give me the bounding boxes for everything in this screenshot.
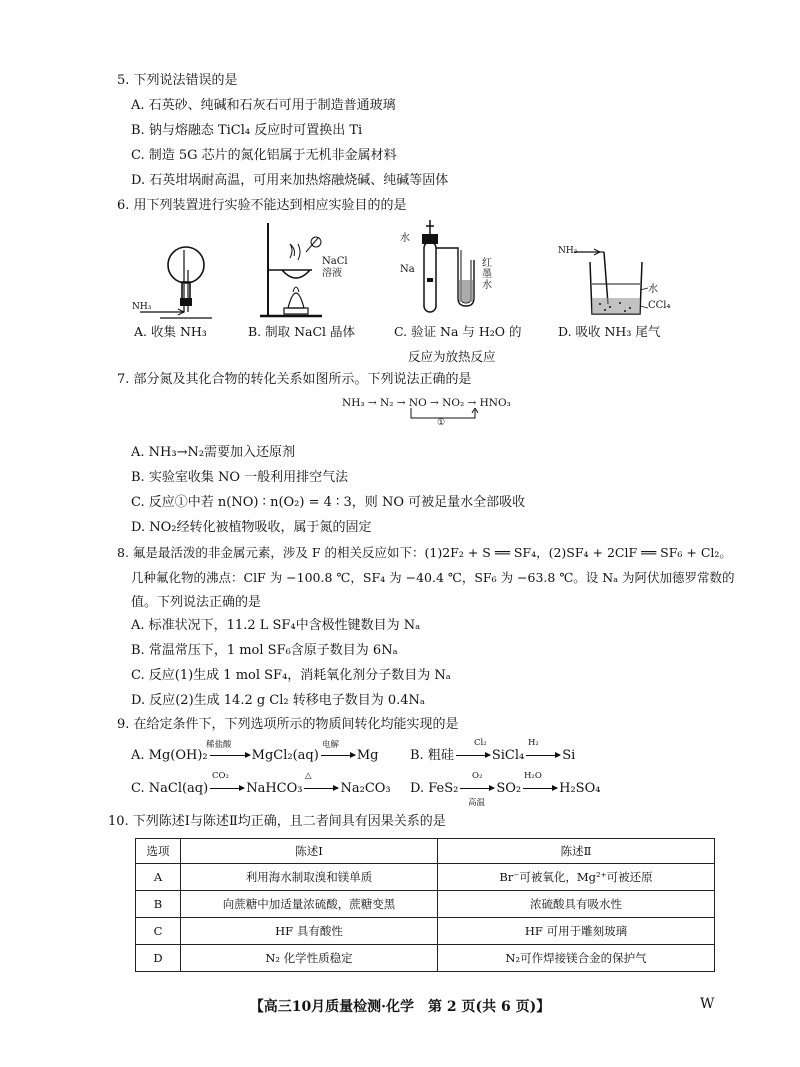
row-option: D xyxy=(136,945,181,972)
apparatus-d-nh3-label: NH₃ xyxy=(558,246,578,256)
q9-c-arrow-1-label: CO₂ xyxy=(212,771,229,781)
apparatus-c-red-ink-label-2: 墨 xyxy=(482,269,492,280)
q9-d-product: H₂SO₄ xyxy=(559,781,601,796)
caption-b: B. 制取 NaCl 晶体 xyxy=(248,324,356,339)
apparatus-b-nacl-label: NaCl xyxy=(322,256,348,267)
apparatus-c-na-label: Na xyxy=(400,264,415,275)
q9-c-intermediate: NaHCO₃ xyxy=(246,781,303,796)
apparatus-c-red-ink-label-1: 红 xyxy=(482,258,492,269)
q9-a-intermediate: MgCl₂(aq) xyxy=(251,748,319,763)
q5-option-b: B. 钠与熔融态 TiCl₄ 反应时可置换出 Ti xyxy=(131,123,363,138)
apparatus-b-solution-label: 溶液 xyxy=(322,268,342,279)
q7-option-d: D. NO₂经转化被植物吸收，属于氮的固定 xyxy=(131,520,372,535)
q9-stem: 9. 在给定条件下，下列选项所示的物质间转化均能实现的是 xyxy=(117,717,459,732)
q9-a-reactant: A. Mg(OH)₂ xyxy=(131,748,208,763)
q10-stem: 10. 下列陈述Ⅰ与陈述Ⅱ均正确，且二者间具有因果关系的是 xyxy=(108,814,446,829)
q8-option-b: B. 常温常压下，1 mol SF₆含原子数目为 6Nₐ xyxy=(131,643,398,658)
q7-option-c: C. 反应①中若 n(NO) ∶ n(O₂) = 4 ∶ 3，则 NO 可被足量水全部吸收 xyxy=(131,495,526,510)
row-statement-1: 向蔗糖中加适量浓硫酸，蔗糖变黑 xyxy=(181,891,438,918)
q7-scheme-mark: ① xyxy=(437,418,446,428)
q9-b-arrow-2-label: H₂ xyxy=(528,738,539,748)
q9-d-arrow-1-top-label: O₂ xyxy=(472,771,483,781)
apparatus-d-ccl4-label: CCl₄ xyxy=(648,300,671,311)
table-row xyxy=(136,891,715,918)
caption-c-line-1: C. 验证 Na 与 H₂O 的 xyxy=(394,324,522,339)
q9-c-arrow-2-label: △ xyxy=(305,771,312,781)
row-statement-2: N₂可作焊接镁合金的保护气 xyxy=(438,945,715,972)
table-row xyxy=(136,945,715,972)
q6-stem: 6. 用下列装置进行实验不能达到相应实验目的的是 xyxy=(117,198,407,213)
q9-option-a xyxy=(131,747,378,765)
q9-b-arrow-2 xyxy=(526,755,560,756)
table-row xyxy=(136,864,715,891)
q9-c-arrow-2 xyxy=(304,788,338,789)
q8-stem-line-2: 几种氟化物的沸点：ClF 为 −100.8 ℃，SF₄ 为 −40.4 ℃，SF₆ 为 −63.8 ℃。设 Nₐ 为阿伏加德罗常数的 xyxy=(131,570,735,585)
row-option: C xyxy=(136,918,181,945)
row-statement-2: Br⁻可被氧化，Mg²⁺可被还原 xyxy=(438,864,715,891)
table-row xyxy=(136,918,715,945)
row-statement-1: 利用海水制取溴和镁单质 xyxy=(181,864,438,891)
apparatus-b-evaporation xyxy=(250,218,330,323)
q5-option-d: D. 石英坩埚耐高温，可用来加热熔融烧碱、纯碱等固体 xyxy=(131,173,449,188)
q9-a-arrow-1-label: 稀盐酸 xyxy=(206,740,232,750)
q9-b-arrow-1 xyxy=(456,755,490,756)
apparatus-a-nh3-label: NH₃ xyxy=(132,302,152,312)
apparatus-c-water-label: 水 xyxy=(400,233,410,244)
row-option: A xyxy=(136,864,181,891)
q8-option-a: A. 标准状况下，11.2 L SF₄中含极性键数目为 Nₐ xyxy=(131,618,421,633)
q8-option-d: D. 反应(2)生成 14.2 g Cl₂ 转移电子数目为 0.4Nₐ xyxy=(131,693,425,708)
q8-stem-line-1: 8. 氟是最活泼的非金属元素，涉及 F 的相关反应如下：(1)2F₂ + S ══ SF₄，(2)SF₄ + 2ClF ══ SF₆ + Cl₂。 xyxy=(117,545,732,560)
caption-c-line-2: 反应为放热反应 xyxy=(408,349,496,364)
q9-d-arrow-1-bottom-label: 高温 xyxy=(468,798,486,808)
q9-c-reactant: C. NaCl(aq) xyxy=(131,781,209,796)
row-statement-1: N₂ 化学性质稳定 xyxy=(181,945,438,972)
apparatus-c-red-ink-label-3: 水 xyxy=(482,280,492,291)
q9-option-d xyxy=(410,780,600,798)
q9-a-product: Mg xyxy=(356,748,379,763)
q7-scheme: NH₃ → N₂ → NO → NO₂ → HNO₃ xyxy=(342,397,511,409)
q9-a-arrow-1 xyxy=(210,755,250,756)
apparatus-a-flask xyxy=(140,230,220,330)
q9-b-intermediate: SiCl₄ xyxy=(491,748,525,763)
header-option: 选项 xyxy=(136,839,181,864)
q9-a-arrow-2 xyxy=(321,755,355,756)
q9-d-reactant: D. FeS₂ xyxy=(410,781,459,796)
row-option: B xyxy=(136,891,181,918)
q9-option-b xyxy=(410,747,575,765)
q9-c-arrow-1 xyxy=(210,788,244,789)
q7-option-a: A. NH₃→N₂需要加入还原剂 xyxy=(131,445,296,460)
table-header-row xyxy=(136,839,715,864)
row-statement-1: HF 具有酸性 xyxy=(181,918,438,945)
q9-b-arrow-1-label: Cl₂ xyxy=(474,738,487,748)
q9-d-arrow-2-label: H₂O xyxy=(524,771,542,781)
row-statement-2: 浓硫酸具有吸水性 xyxy=(438,891,715,918)
q7-option-b: B. 实验室收集 NO 一般利用排空气法 xyxy=(131,470,349,485)
q9-d-intermediate: SO₂ xyxy=(496,781,522,796)
row-statement-2: HF 可用于雕刻玻璃 xyxy=(438,918,715,945)
page-footer: 【高三10月质量检测·化学 第 2 页(共 6 页)】 xyxy=(249,999,551,1015)
footer-mark: W xyxy=(700,996,715,1012)
q9-a-arrow-2-label: 电解 xyxy=(322,740,340,750)
caption-a: A. 收集 NH₃ xyxy=(134,324,207,339)
q8-stem-line-3: 值。下列说法正确的是 xyxy=(131,595,262,610)
q8-option-c: C. 反应(1)生成 1 mol SF₄，消耗氧化剂分子数目为 Nₐ xyxy=(131,668,451,683)
header-statement-2: 陈述Ⅱ xyxy=(438,839,715,864)
q9-c-product: Na₂CO₃ xyxy=(340,781,391,796)
q5-option-a: A. 石英砂、纯碱和石灰石可用于制造普通玻璃 xyxy=(131,98,396,113)
q5-stem: 5. 下列说法错误的是 xyxy=(117,73,238,88)
q9-d-arrow-1 xyxy=(460,788,494,789)
q9-option-c xyxy=(131,780,391,798)
q9-d-arrow-2 xyxy=(523,788,557,789)
header-statement-1: 陈述Ⅰ xyxy=(181,839,438,864)
q7-stem: 7. 部分氮及其化合物的转化关系如图所示。下列说法正确的是 xyxy=(117,372,472,387)
q9-b-product: Si xyxy=(562,748,576,763)
q5-option-c: C. 制造 5G 芯片的氮化铝属于无机非金属材料 xyxy=(131,148,397,163)
caption-d: D. 吸收 NH₃ 尾气 xyxy=(558,324,661,339)
q10-table xyxy=(135,838,715,972)
apparatus-d-water-label: 水 xyxy=(648,284,658,295)
q9-b-reactant: B. 粗硅 xyxy=(410,748,454,763)
